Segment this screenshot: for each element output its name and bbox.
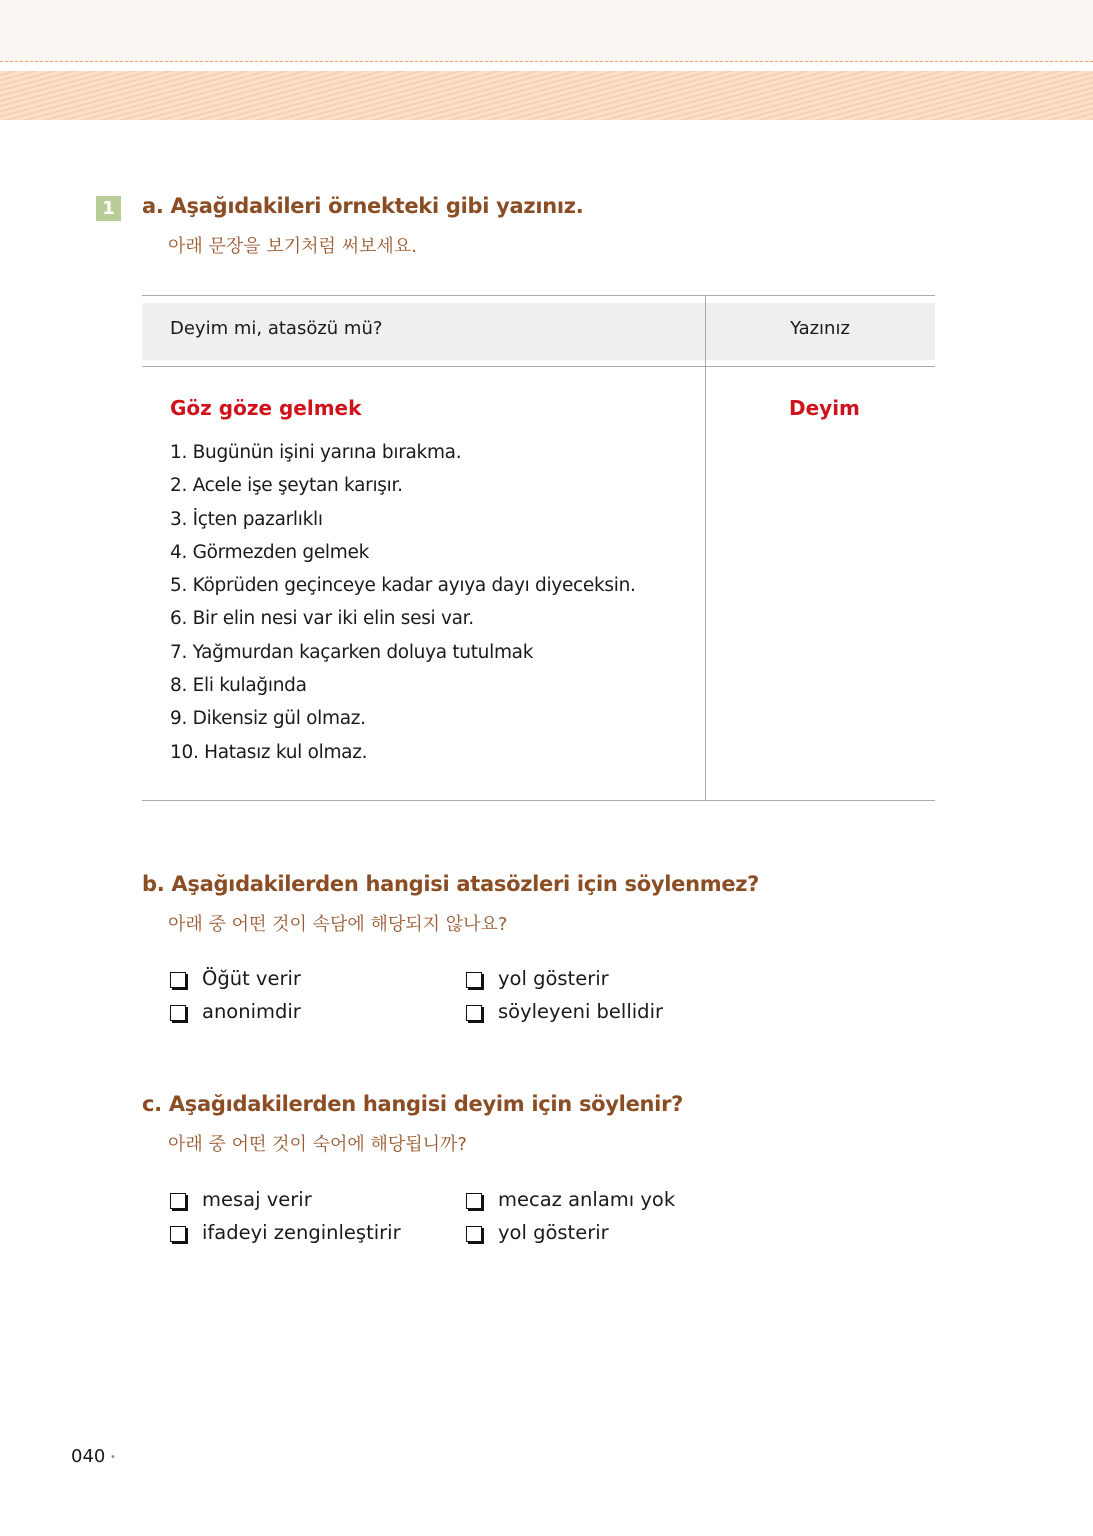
phrase-list	[170, 436, 636, 769]
option-checkbox[interactable]	[466, 1216, 609, 1249]
list-item: 9. Dikensiz gül olmaz.	[170, 708, 366, 730]
option-checkbox[interactable]	[170, 962, 301, 995]
list-item: 2. Acele işe şeytan karışır.	[170, 475, 403, 497]
part-b-subtitle: 아래 중 어떤 것이 속담에 해당되지 않나요?	[168, 914, 508, 935]
header-phrase: Deyim mi, atasözü mü?	[170, 318, 383, 339]
option-label: yol gösterir	[498, 967, 609, 990]
option-checkbox[interactable]	[170, 995, 301, 1028]
example-phrase: Göz göze gelmek	[170, 396, 362, 420]
header-answer: Yazınız	[790, 318, 850, 339]
checkbox-icon[interactable]	[466, 1226, 482, 1242]
header-divider	[0, 61, 1093, 62]
part-c-subtitle: 아래 중 어떤 것이 숙어에 해당됩니까?	[168, 1134, 467, 1155]
checkbox-icon[interactable]	[466, 972, 482, 988]
list-item: 3. İçten pazarlıklı	[170, 508, 323, 530]
list-item: 10. Hatasız kul olmaz.	[170, 741, 368, 763]
exercise-number-badge: 1	[96, 196, 121, 221]
option-checkbox[interactable]	[466, 962, 609, 995]
part-c-title: c. Aşağıdakilerden hangisi deyim için söylenir?	[142, 1092, 684, 1116]
checkbox-icon[interactable]	[170, 1193, 186, 1209]
part-b-title: b. Aşağıdakilerden hangisi atasözleri için söylenmez?	[142, 872, 760, 896]
checkbox-icon[interactable]	[170, 1005, 186, 1021]
part-a-title: a. Aşağıdakileri örnekteki gibi yazınız.	[142, 194, 584, 218]
header-stripes	[0, 71, 1093, 120]
list-item: 4. Görmezden gelmek	[170, 541, 369, 563]
page-dot: •	[110, 1452, 116, 1463]
option-label: mesaj verir	[202, 1188, 312, 1211]
list-item: 1. Bugünün işini yarına bırakma.	[170, 442, 462, 463]
part-a-subtitle: 아래 문장을 보기처럼 써보세요.	[168, 236, 417, 257]
checkbox-icon[interactable]	[466, 1193, 482, 1209]
option-label: yol gösterir	[498, 1221, 609, 1244]
list-item: 6. Bir elin nesi var iki elin sesi var.	[170, 608, 474, 630]
option-checkbox[interactable]	[170, 1183, 312, 1216]
option-label: mecaz anlamı yok	[498, 1188, 676, 1211]
checkbox-icon[interactable]	[170, 1226, 186, 1242]
option-label: söyleyeni bellidir	[498, 1000, 663, 1023]
checkbox-icon[interactable]	[170, 972, 186, 988]
list-item: 8. Eli kulağında	[170, 675, 307, 697]
option-checkbox[interactable]	[466, 1183, 675, 1216]
checkbox-icon[interactable]	[466, 1005, 482, 1021]
column-divider	[705, 296, 706, 800]
option-label: anonimdir	[202, 1000, 301, 1023]
option-label: Öğüt verir	[202, 967, 301, 990]
answer-table	[142, 295, 935, 801]
page-number: 040	[71, 1446, 106, 1467]
list-item: 7. Yağmurdan kaçarken doluya tutulmak	[170, 641, 534, 663]
list-item: 5. Köprüden geçinceye kadar ayıya dayı diyeceksin.	[170, 575, 636, 597]
example-answer: Deyim	[789, 396, 860, 420]
option-label: ifadeyi zenginleştirir	[202, 1221, 401, 1244]
option-checkbox[interactable]	[466, 995, 663, 1028]
option-checkbox[interactable]	[170, 1216, 401, 1249]
header-band	[0, 0, 1093, 62]
divider	[142, 366, 935, 367]
